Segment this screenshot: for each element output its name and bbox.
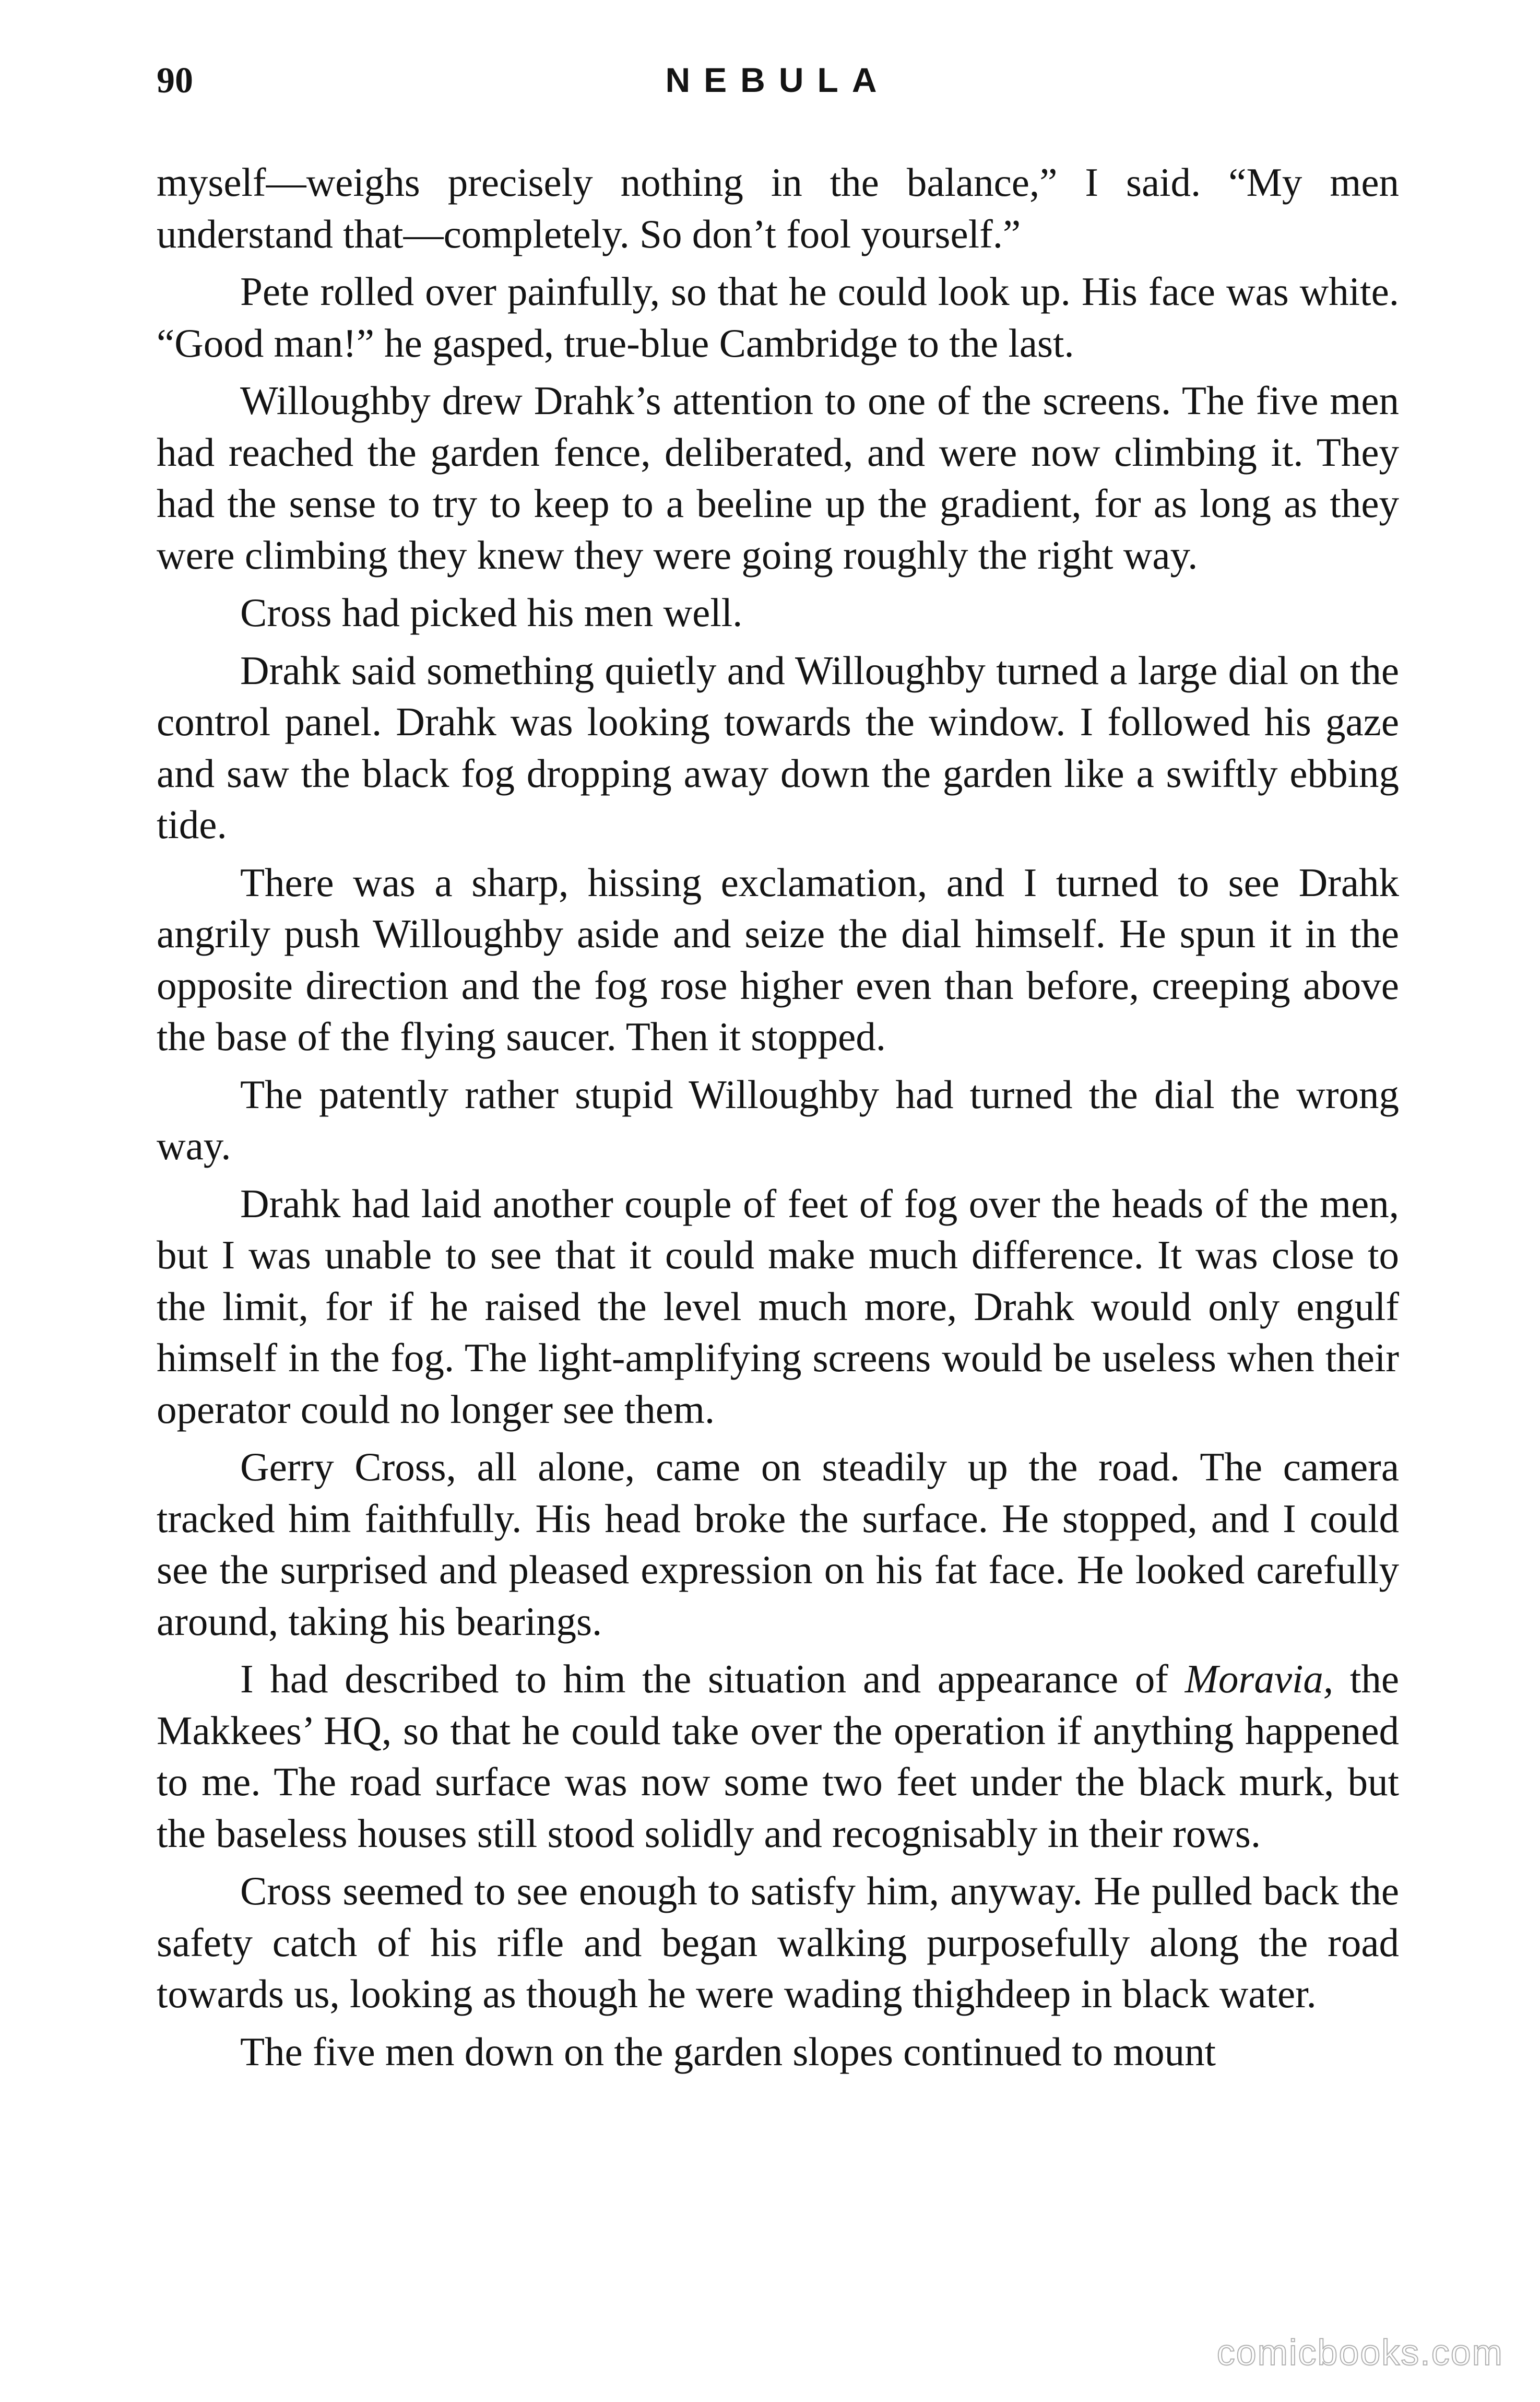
paragraph-10-end: the Makkees’ HQ, so that he could take over the operation if anything happened to me. The road surface was now some two feet under the black murk, but the baseless houses still stood solidly and recognisably in their rows. <box>157 1656 1399 1856</box>
ship-name: Moravia, <box>1184 1656 1334 1701</box>
paragraph-3: Willoughby drew Drahk’s attention to one of the screens. The five men had reached the garden fence, deliberated, and were now climbing it. They had the sense to try to keep to a beeline up the gradient, for as long as they were climbing they knew they were going roughly the right way. <box>157 378 1399 578</box>
paragraph-7: The patently rather stupid Willoughby had turned the dial the wrong way. <box>157 1072 1399 1168</box>
watermark: comicbooks.com <box>1216 2332 1503 2373</box>
running-head <box>157 63 1399 125</box>
paragraph-1: myself—weighs precisely nothing in the balance,” I said. “My men understand that—completely. So don’t fool yourself.” <box>157 160 1399 256</box>
paragraph-9: Gerry Cross, all alone, came on steadily up the road. The camera tracked him faithfully. His head broke the surface. He stopped, and I could see the surprised and pleased expression on his fat face. He looked carefully around, taking his bearings. <box>157 1444 1399 1644</box>
paragraph-10 <box>157 1653 1399 1859</box>
book-page <box>157 63 1399 2360</box>
paragraph-5: Drahk said something quietly and Willoughby turned a large dial on the control panel. Drahk was looking towards the window. I followed his gaze and saw the black fog dropping away down the garden like a swiftly ebbing tide. <box>157 647 1399 847</box>
running-title: NEBULA <box>665 61 891 99</box>
paragraph-8: Drahk had laid another couple of feet of fog over the heads of the men, but I was unable to see that it could make much difference. It was close to the limit, for if he raised the level much more, Drahk would only engulf himself in the fog. The light-amplifying screens would be useless when their operator could no longer see them. <box>157 1181 1399 1432</box>
paragraph-2: Pete rolled over painfully, so that he could look up. His face was white. “Good man!” he gasped, true-blue Cambridge to the last. <box>157 269 1399 366</box>
paragraph-12: The five men down on the garden slopes continued to mount <box>240 2029 1216 2074</box>
page-number: 90 <box>157 61 193 101</box>
paragraph-6: There was a sharp, hissing exclamation, and I turned to see Drahk angrily push Willoughby aside and seize the dial himself. He spun it in the opposite direction and the fog rose higher even than before, creeping above the base of the flying saucer. Then it stopped. <box>157 859 1399 1059</box>
paragraph-4: Cross had picked his men well. <box>240 590 743 635</box>
paragraph-10-start: I had described to him the situation and appearance of <box>240 1656 1185 1701</box>
body-text <box>157 157 1399 2077</box>
paragraph-11: Cross seemed to see enough to satisfy him, anyway. He pulled back the safety catch of his rifle and began walking purposefully along the road towards us, looking as though he were wading thighdeep in black water. <box>157 1868 1399 2016</box>
